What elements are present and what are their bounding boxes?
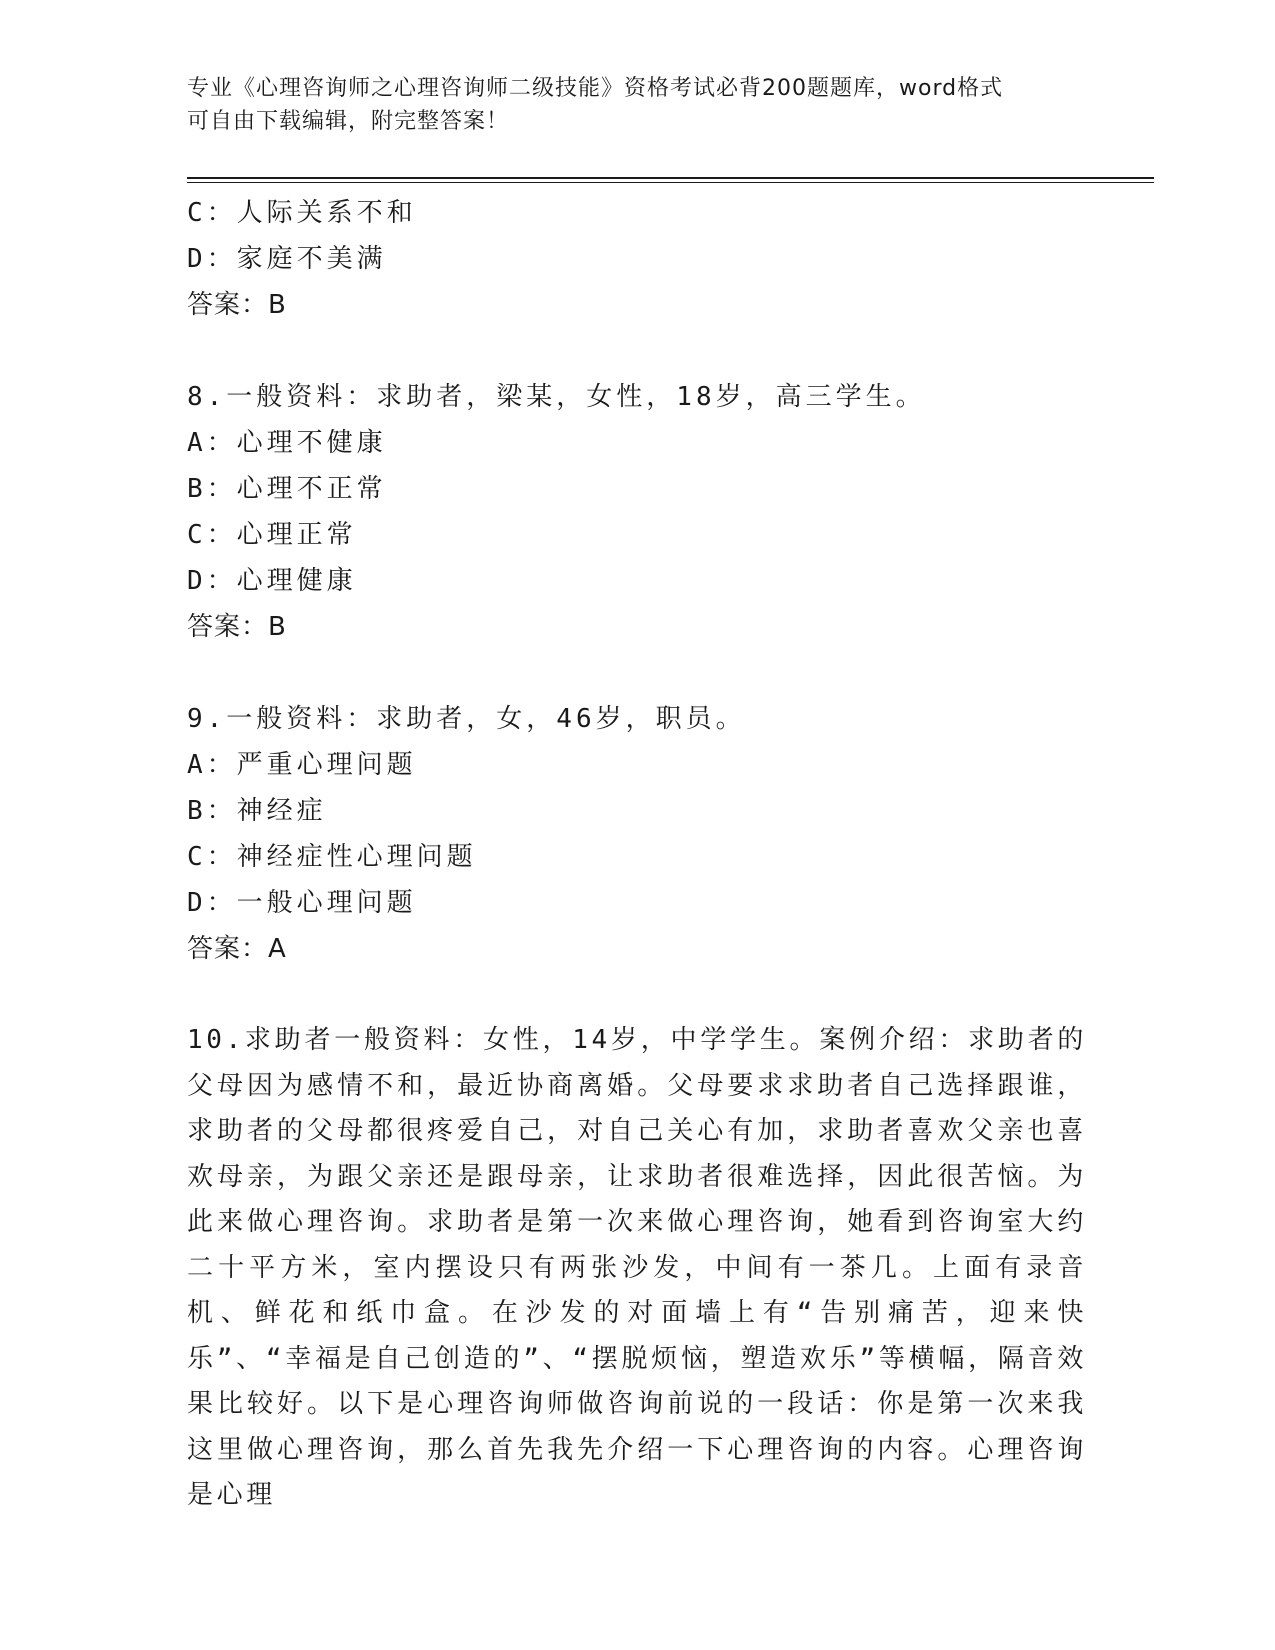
question-10 bbox=[187, 1018, 1087, 1519]
header-line-1: 专业《心理咨询师之心理咨询师二级技能》资格考试必背200题题库，word格式 bbox=[187, 76, 1004, 101]
question-list bbox=[187, 190, 1087, 1519]
question-stem: 9.一般资料：求助者，女，46岁，职员。 bbox=[187, 704, 746, 734]
question-stem: 8.一般资料：求助者，梁某，女性，18岁，高三学生。 bbox=[187, 382, 926, 412]
option-d: D：一般心理问题 bbox=[187, 888, 417, 918]
document-header bbox=[187, 72, 1067, 138]
option-a: A：严重心理问题 bbox=[187, 750, 417, 780]
question-7-fragment bbox=[187, 190, 1087, 328]
answer-line: 答案：A bbox=[187, 934, 287, 964]
question-9 bbox=[187, 696, 1087, 972]
spacer bbox=[187, 328, 1087, 374]
option-b: B：心理不正常 bbox=[187, 474, 387, 504]
question-8 bbox=[187, 374, 1087, 650]
option-d: D：心理健康 bbox=[187, 566, 357, 596]
header-line-2: 可自由下载编辑，附完整答案！ bbox=[187, 109, 510, 134]
spacer bbox=[187, 972, 1087, 1018]
option-d: D：家庭不美满 bbox=[187, 244, 387, 274]
option-c: C：神经症性心理问题 bbox=[187, 842, 477, 872]
option-c: C：人际关系不和 bbox=[187, 198, 417, 228]
header-divider-thick bbox=[187, 177, 1154, 179]
question-stem-paragraph: 10.求助者一般资料：女性，14岁，中学学生。案例介绍：求助者的父母因为感情不和，最近协商离婚。父母要求求助者自己选择跟谁，求助者的父母都很疼爱自己，对自己关心有加，求助者喜欢父亲也喜欢母亲，为跟父亲还是跟母亲，让求助者很难选择，因此很苦恼。为此来做心理咨询。求助者是第一次来做心理咨询，她看到咨询室大约二十平方米，室内摆设只有两张沙发，中间有一茶几。上面有录音机、鲜花和纸巾盒。在沙发的对面墙上有“告别痛苦，迎来快乐”、“幸福是自己创造的”、“摆脱烦恼，塑造欢乐”等横幅，隔音效果比较好。以下是心理咨询师做咨询前说的一段话：你是第一次来我这里做心理咨询，那么首先我先介绍一下心理咨询的内容。心理咨询是心理 bbox=[187, 1025, 1087, 1510]
answer-line: 答案：B bbox=[187, 612, 287, 642]
option-b: B：神经症 bbox=[187, 796, 327, 826]
header-divider-thin bbox=[187, 182, 1154, 183]
option-c: C：心理正常 bbox=[187, 520, 357, 550]
spacer bbox=[187, 650, 1087, 696]
option-a: A：心理不健康 bbox=[187, 428, 387, 458]
answer-line: 答案：B bbox=[187, 290, 287, 320]
